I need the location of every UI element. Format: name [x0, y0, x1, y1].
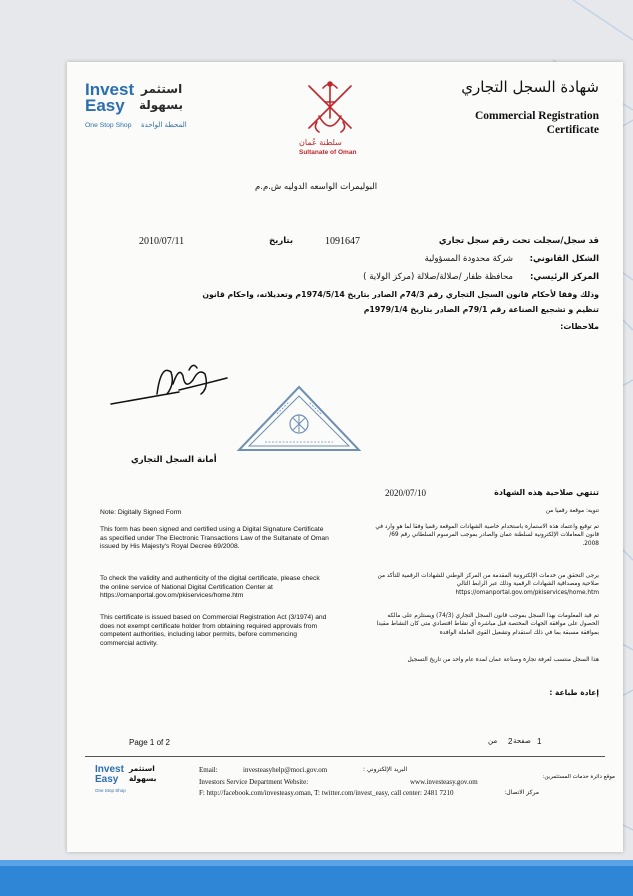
footer-website[interactable]: www.investeasy.gov.om [410, 778, 478, 786]
logo-tagline-ar: المحطة الواحدة [141, 121, 187, 129]
notes-label: ملاحظات: [560, 322, 599, 331]
footer-email-label-ar: البريد الإلكتروني : [363, 766, 408, 773]
footer-department-en: Investors Service Department Website: [199, 778, 309, 786]
footer-logo-easy: Easy [95, 774, 119, 785]
logo-easy-text: Easy [85, 96, 125, 115]
page-number-en: Page 1 of 2 [129, 738, 170, 747]
expiry-label: تنتهي صلاحية هذه الشهادة [494, 488, 599, 497]
bottom-band [0, 860, 633, 896]
logo-tagline-en: One Stop Shop [85, 122, 132, 129]
note-para1-ar: تم توقيع واعتماد هذه الاستمارة باستخدام خاصية الشهادات الموقعة رقميا وفقا لما هو وارد في قانون المعاملات الإلكترونية لسلطنة عمان والصادر بموجب المرسوم السلطاني رقم 69/ 2008. [375, 524, 599, 547]
emblem-caption-en: Sultanate of Oman [299, 149, 357, 156]
logo-ar-line1: استثمر [141, 82, 183, 96]
footer-logo-tagline: One Stop Shop [95, 788, 126, 793]
law-line-2: تنظيم و تشجيع الصناعة رقم 79/1م الصادر بتاريخ 1979/1/4م [363, 305, 599, 314]
khanjar-emblem-icon [295, 78, 365, 140]
reprint-label: إعادة طباعة : [549, 688, 599, 697]
note-digitally-signed-ar: تنويه: موقعة رقميا من [545, 508, 599, 514]
footer-logo-ar1: استثمر [129, 764, 155, 773]
footer-logo-invest: Invest [95, 764, 124, 775]
footer-department-ar: موقع دائرة خدمات المستثمرين: [542, 774, 615, 780]
legal-form-value: شركة محدودة المسؤولية [424, 254, 513, 264]
page-number-ar-total: 2 [508, 737, 513, 746]
official-stamp [235, 384, 363, 454]
legal-form-label: الشكل القانوني: [529, 254, 599, 264]
note-digitally-signed-en: Note: Digitally Signed Form [100, 509, 182, 516]
certificate-page [67, 62, 623, 852]
oman-emblem [295, 78, 365, 158]
footer-logo-ar2: بسهولة [129, 774, 157, 783]
signatory-label: أمانة السجل التجاري [131, 455, 217, 465]
footer-invest-easy-logo [95, 764, 175, 798]
title-ar: شهادة السجل التجاري [461, 78, 599, 96]
hq-label: المركز الرئيسي: [530, 272, 599, 282]
note-para3-en: This certificate is issued based on Commercial Registration Act (3/1974) and does not exempt certificate holder from obtaining required approvals from competent authorities, including labor permits, before commencing commercial activity. [100, 614, 327, 648]
note-para2-en: To check the validity and authenticity of the digital certificate, please check the online service of National Digital Certification Center at https://omanportal.gov.om/pkiservices/home.htm [100, 575, 320, 600]
company-name: البوليمرات الواسعه الدوليه ش.م.م [255, 182, 378, 192]
footer-social: F: http://facebook.com/investeasy.oman, T: twitter.com/invest_easy, call center: 2481 7210 [199, 789, 454, 797]
registration-label: قد سجل/سجلت تحت رقم سجل تجاري [438, 236, 599, 246]
page-number-ar-of: من [488, 737, 498, 745]
logo-ar-line2: بسهولة [139, 98, 183, 112]
note-para3-ar: تم قيد المعلومات بهذا السجل بموجب قانون السجل التجاري (74/3) ويستلزم على مالكه الحصول على موافقة الجهات المختصة قبل مباشرة أي نشاط اقتصادي متى كان النشاط مقيدا بموافقة مسبقة بما في ذلك استقدام وتشغيل القوى العاملة الوافدة [376, 613, 599, 636]
emblem-caption-ar: سلطنة عُمان [299, 138, 342, 147]
footer-divider [85, 756, 605, 757]
hq-value: محافظة ظفار /صلالة/صلالة (مركز الولاية ) [363, 272, 513, 282]
invest-easy-logo [85, 82, 195, 142]
footer-email[interactable]: investeasyhelp@moci.gov.om [243, 766, 328, 774]
footer-contact-ar: مركز الاتصال: [504, 789, 539, 796]
page-number-ar-current: 1 [537, 737, 542, 746]
page-number-ar-label: صفحة [513, 737, 531, 745]
note-para1-en: This form has been signed and certified using a Digital Signature Certificate as specified under The Electronic Transactions Law of the Sultanate of Oman issued by His Majesty's Royal Decree 69/2008. [100, 526, 329, 551]
title-en-line1: Commercial Registration [474, 110, 599, 122]
law-line-1: وذلك وفقا لأحكام قانون السجل التجاري رقم 74/3م الصادر بتاريخ 1974/5/14م وتعديلاته، واحكام قانون [202, 290, 599, 299]
title-en-line2: Certificate [546, 124, 599, 136]
registration-date-label: بتاريخ [269, 236, 294, 246]
note-para4-ar: هذا السجل منتسب لغرفة تجارة وصناعة عمان لمدة عام واحد من تاريخ التسجيل [407, 657, 599, 663]
note-para2-ar: يرجى التحقق من خدمات الإلكترونية المقدمة من المركز الوطني للشهادات الرقمية للتأكد من صلاحية ومصداقية الشهادات الرقمية وذلك عبر الرابط التالي https://omanportal.gov.om/pkiservices/home.htm [377, 573, 599, 596]
expiry-date: 2020/07/10 [385, 488, 427, 498]
handwritten-signature [109, 354, 229, 414]
logo-invest-text: Invest [85, 80, 135, 99]
registration-number: 1091647 [325, 236, 360, 247]
registration-date: 2010/07/11 [139, 236, 185, 247]
footer-email-label: Email: [199, 766, 218, 774]
